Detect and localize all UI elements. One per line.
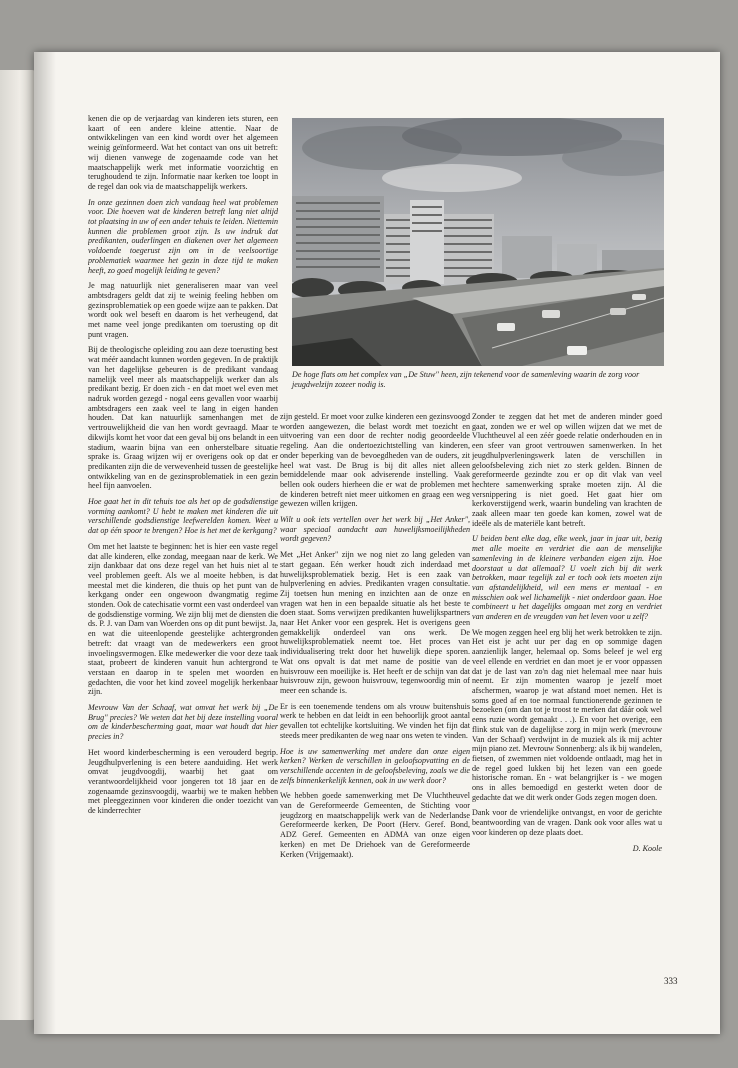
text-column-1 bbox=[88, 114, 278, 992]
body-paragraph: We hebben goede samenwerking met De Vluchtheuvel van de Gereformeerde Gemeenten, de Stichting voor jeugdzorg en maatschappelijk werk van de Nederlandse Gereformeerde kerken, De Poort (Herv. Geref. Bond, ADZ Geref. Gemeenten en ADMA van onze eigen kerken) en met De Driehoek van de Gereformeerde Kerken (Vrijgemaakt). bbox=[280, 791, 470, 859]
author-signature: D. Koole bbox=[632, 843, 662, 853]
magazine-page bbox=[34, 52, 720, 1034]
body-paragraph: We mogen zeggen heel erg blij het werk betrokken te zijn. Het eist je acht uur per dag en op sommige dagen aanzienlijk langer, helemaal op. Soms beleef je wel erg veel ellende en verdriet en dan moet je er voor oppassen dat je de last van zo'n dag niet helemaal mee naar huis neemt. Er zijn momenten waarop je jezelf moet afschermen, waarop je wat afstand moet nemen. Het is soms goed af en toe normaal functionerende gezinnen te bezoeken (om dan tot je troost te merken dat dáár ook wel eens ruzie wordt gemaakt . . .). En voor het overige, een flink stuk van de dagelijkse zorg in mijn werk (mevrouw Van der Schaaf) verdwijnt in de muziek als ik mij achter mijn piano zet. Mevrouw Sonnenberg: als ik bij wandelen, fietsen, of zwemmen niet voldoende ontlaadt, mag het in de regel goed lukken bij het lezen van een goede historische roman. En - wat belangrijker is - we mogen ons in alles bemoedigd en gesterkt weten door de gedachte dat we dit werk onder Gods zegen mogen doen. bbox=[472, 627, 662, 802]
flats-photo-image bbox=[292, 118, 664, 366]
flats-photo bbox=[292, 118, 664, 366]
interview-question: Wilt u ook iets vertellen over het werk bij „Het Anker", waar speciaal aandacht aan huwelijksmoeilijkheden wordt gegeven? bbox=[280, 515, 470, 544]
photo-caption: De hoge flats om het complex van „De Stuw" heen, zijn tekenend voor de samenleving waarin de zorg voor jeugdwelzijn zozeer nodig is. bbox=[292, 370, 640, 389]
body-paragraph: Met „Het Anker" zijn we nog niet zo lang geleden van start gegaan. Eén werker houdt zich inderdaad met huwelijksproblematiek bezig. Het is een zaak van hulpverlening en advies. Predikanten vragen consultatie. Zij toetsen hun mening en inzichten aan de onze en vragen wat hen in een bepaalde situatie als het beste te doen staat. Soms verwijzen predikanten huwelijkspartners naar Het Anker voor een gesprek. Het is overigens geen gemakkelijk onderdeel van ons werk. De huwelijksproblematiek neemt toe. Het proces van individualisering trekt door het huwelijk diepe sporen. Wat ons opvalt is dat met name de positie van de huisvrouw een moeilijke is. Het heeft er de schijn van dat huisvrouw zijn, gewoon huisvrouw, tegenwoordig min of meer een schande is. bbox=[280, 550, 470, 695]
body-paragraph: Het woord kinderbescherming is een verouderd begrip. Jeugdhulpverlening is een betere aanduiding. Het werk omvat jeugdvoogdij, waarbij het gaat om verantwoordelijkheid voor jongeren tot 18 jaar en de zogenaamde gezinsvoogdij, waarbij we te maken hebben met pleeggezinnen voor kinderen die onder toezicht van de kinderrechter bbox=[88, 747, 278, 816]
body-paragraph: kenen die op de verjaardag van kinderen iets sturen, een kaart of een andere kleine attentie. Naar de ontwikkelingen van een kind wordt over het algemeen weinig geïnformeerd. Wat het contact van ons uit betreft: wij dienen vanwege de zogenaamde code van het maatschappelijk werk met informatie voorzichtig en terughoudend te zijn. Informatie naar kerken toe loopt in de regel dan ook via de maatschappelijk werkers. bbox=[88, 114, 278, 191]
interview-question: U beiden bent elke dag, elke week, jaar in jaar uit, bezig met alle moeite en verdriet die aan de menselijke samenleving in de kleinere verbanden eigen zijn. Hoe doorstaat u dat allemaal? U voelt zich bij dit werk betrokken, maar tegelijk zal er toch ook iets moeten zijn van afstandelijkheid, wil een mens er mentaal - en misschien ook wel lichamelijk - niet onderdoor gaan. Hoe combineert u het dagelijks omgaan met zorg en verdriet van anderen en de vreugden van het leven voor u zelf? bbox=[472, 534, 662, 622]
interview-question: Hoe is uw samenwerking met andere dan onze eigen kerken? Werken de verschillen in geloofsopvatting en de verschillende accenten in de geloofsbeleving, zoals we die zelfs binnenkerkelijk kennen, ook in uw werk door? bbox=[280, 746, 470, 785]
previous-page-edge bbox=[0, 70, 36, 1020]
body-paragraph: zijn gesteld. Er moet voor zulke kinderen een gezinsvoogd worden aangewezen, die belast wordt met toezicht en uitvoering van een door de rechter nodig geoordeelde regeling. Aan die ondertoezichtstelling van kinderen, onder beperking van de bevoegdheden van de ouders, zit heel wat vast. De Brug is bij dit alles niet alleen bemiddelende maar ook adviserende instelling. Vaak bellen ook ouders hierheen die er wat de problemen met de kinderen betreft niet meer uitkomen en graag een weg gewezen willen krijgen. bbox=[280, 412, 470, 509]
body-paragraph: Zonder te zeggen dat het met de anderen minder goed gaat, zonden we er wel op willen wijzen dat we met de Vluchtheuvel al een zéér goede relatie onderhouden en in een sfeer van groot vertrouwen samenwerken. In het jeugdhulpverleningswerk laten de verschillen in geloofsbeleving zich niet zo sterk gelden. Binnen de gereformeerde gezindte zou er op dit vlak van veel hechtere samenwerking sprake moeten zijn. Al die versnippering is niet goed. Het gaat hier om kerkoverstijgend werk, waarin bundeling van krachten de zaak alleen maar ten goede kan komen, zowel wat de ideële als de materiële kant betreft. bbox=[472, 412, 662, 528]
body-paragraph: Er is een toenemende tendens om als vrouw buitenshuis werk te hebben en dat leidt in een behoorlijk groot aantal gevallen tot echtelijke kortsluiting. We vinden het fijn dat steeds meer predikanten de weg naar ons weten te vinden. bbox=[280, 701, 470, 740]
page-spine-shadow bbox=[34, 52, 56, 1034]
body-paragraph: Dank voor de vriendelijke ontvangst, en voor de gerichte beantwoording van de vragen. Dank ook voor alles wat u voor kinderen op deze plaats doet. bbox=[472, 808, 662, 837]
body-paragraph: Om met het laatste te beginnen: het is hier een vaste regel dat alle kinderen, elke zondag, meegaan naar de kerk. We zijn dankbaar dat ons deze regel van het huis niet al te veel problemen geeft. Als we al moeite hebben, is dat meestal met die kinderen, die thuis op het punt van de kerkgang onder een ongewoon dwangmatig regime stonden. Ook de catechisatie vormt een vast onderdeel van de godsdienstige vorming. We zijn blij met de diensten die ds. P. J. van Dam van Woerden ons op dit punt bewijst. Ja, en wat die uiteenlopende geestelijke achtergronden betreft: dat vraagt van de medewerkers een groot invoelingsvermogen. Elke medewerker die voor deze taak staat, probeert de kinderen vanuit hun achtergrond te verstaan en daarop in te spelen met woorden en gedachten, die voor het kind zoveel mogelijk herkenbaar zijn. bbox=[88, 541, 278, 697]
interview-question: Hoe gaat het in dit tehuis toe als het op de godsdienstige vorming aankomt? U hebt te maken met kinderen die uit verschillende godsdienstige leefwerelden komen. Weet u dat op één spoor te brengen? Hoe is het met de kerkgang? bbox=[88, 497, 278, 536]
page-number: 333 bbox=[664, 976, 678, 986]
body-paragraph: Bij de theologische opleiding zou aan deze toerusting best wat méér aandacht kunnen worden gegeven. In de praktijk van het dagelijkse gebeuren is de predikant vandaag namelijk veel meer als maatschappelijk werker dan als predikant bezig. Er doen zich - en dat moet wel even met nadruk worden gezegd - nogal eens gevallen voor waarbij ambtsdragers een zaak veel te lang in eigen handen houden. Dat kan natuurlijk samenhangen met de vertrouwelijkheid die van hen wordt gevraagd. Maar te dikwijls komt het voor dat een geval bij ons belandt in een stadium, waarin bijna van een onherstelbare situatie sprake is. Graag wijzen wij er overigens ook op dat er predikanten zijn die de verwevenheid tussen de geestelijke ontwikkeling van en de gezinsproblematiek in een gezin heel fijn aanvoelen. bbox=[88, 345, 278, 491]
body-paragraph: Je mag natuurlijk niet generaliseren maar van veel ambtsdragers geldt dat zij te weinig feeling hebben om gezinsproblematiek op een goede wijze aan te pakken. Dat wordt ook wel beseft en daarom is het verheugend, dat met name veel jonge predikanten om toerusting op dit punt vragen. bbox=[88, 281, 278, 339]
interview-question: In onze gezinnen doen zich vandaag heel wat problemen voor. Die hoeven wat de kinderen betreft lang niet altijd tot plaatsing in uw of een ander tehuis te leiden. Niettemin kunnen die problemen groot zijn. Is uw indruk dat predikanten, ouderlingen en diakenen over het algemeen voldoende toegerust zijn om in de veelsoortige problematiek waarmee het gezin in deze tijd te maken heeft, zo goed mogelijk leiding te geven? bbox=[88, 197, 278, 275]
interview-question: Mevrouw Van der Schaaf, wat omvat het werk bij „De Brug" precies? We weten dat het bij deze instelling vooral om de kinderbescherming gaat, maar wat houdt dat hier precies in? bbox=[88, 703, 278, 742]
text-column-3 bbox=[472, 412, 662, 992]
text-column-2 bbox=[280, 412, 470, 992]
